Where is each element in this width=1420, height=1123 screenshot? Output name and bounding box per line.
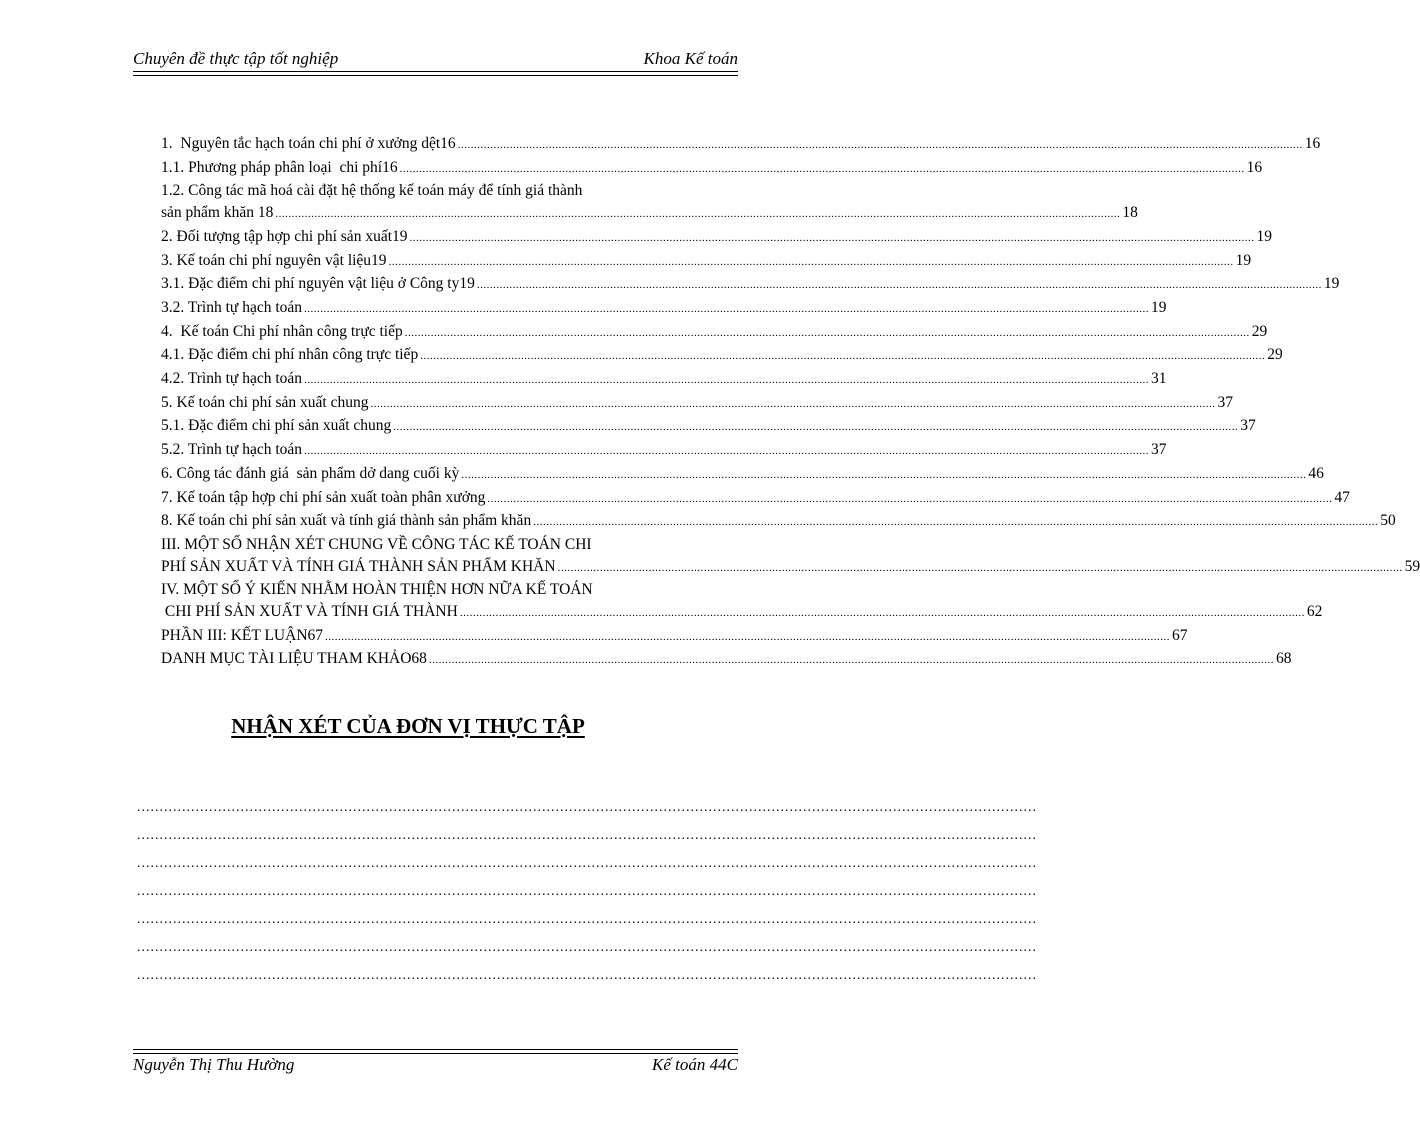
- toc-page-number: 16: [1304, 135, 1321, 152]
- toc-page-number: 37: [1240, 417, 1256, 435]
- toc-page-number: 19: [1151, 298, 1167, 316]
- toc-entry-label: 4.2. Trình tự hạch toán: [161, 370, 303, 388]
- toc-entry: [161, 344, 1283, 368]
- toc-page-number: 29: [1251, 322, 1268, 340]
- toc-entry: [161, 157, 1263, 181]
- toc-entry-label: 3. Kế toán chi phí nguyên vật liệu19: [161, 251, 387, 269]
- toc-leader-dots: ....................................................................................................................................................................................................................................................................: [304, 374, 1150, 387]
- dotted-line: ........................................................................................................................................................................................................: [137, 856, 1037, 871]
- toc-entry-label: 7. Kế toán tập hợp chi phí sản xuất toàn phân xưởng: [161, 488, 486, 506]
- toc-page-number: 50: [1380, 512, 1396, 530]
- header-left: Chuyên đề thực tập tốt nghiệp: [133, 49, 339, 68]
- toc-entry-label: 8. Kế toán chi phí sản xuất và tính giá thành sản phẩm khăn: [161, 512, 532, 530]
- toc-page-number: 59: [1404, 557, 1420, 575]
- footer-left: Nguyễn Thị Thu Hường: [133, 1055, 295, 1074]
- toc-page-number: 62: [1306, 603, 1323, 621]
- toc-page-number: 68: [1275, 650, 1292, 668]
- toc-entry: [161, 297, 1167, 321]
- toc-page-number: 19: [1256, 227, 1273, 245]
- toc-page-number: 31: [1151, 370, 1167, 388]
- page-footer: [133, 1055, 738, 1075]
- page-header: [133, 49, 738, 69]
- toc-leader-dots: ....................................................................................................................................................................................................................................................................: [533, 516, 1379, 529]
- toc-entry-label: 4.1. Đặc điểm chi phí nhân công trực tiếp: [161, 346, 419, 364]
- toc-entry-label-line1: IV. MỘT SỐ Ý KIẾN NHẰM HOÀN THIỆN HƠN NỮA KẾ TOÁN: [161, 581, 593, 599]
- toc-entry-label: sản phẩm khăn 18: [161, 204, 274, 222]
- toc-entry: [161, 392, 1233, 416]
- toc-page-number: 19: [1323, 275, 1340, 293]
- toc-entry-label: 3.2. Trình tự hạch toán: [161, 298, 303, 316]
- section-title: NHẬN XÉT CỦA ĐƠN VỊ THỰC TẬP: [231, 714, 585, 738]
- toc-leader-dots: ....................................................................................................................................................................................................................................................................: [428, 654, 1274, 667]
- toc-leader-dots: ....................................................................................................................................................................................................................................................................: [461, 468, 1307, 481]
- toc-entry: [161, 415, 1256, 439]
- toc-leader-dots: ....................................................................................................................................................................................................................................................................: [487, 492, 1333, 505]
- toc-leader-dots: ....................................................................................................................................................................................................................................................................: [457, 139, 1303, 151]
- toc-page-number: 19: [1235, 251, 1252, 269]
- toc-entry: [161, 321, 1268, 345]
- toc-leader-dots: ....................................................................................................................................................................................................................................................................: [304, 445, 1150, 458]
- toc-entry-label: 6. Công tác đánh giá sản phẩm dở dang cuối kỳ: [161, 464, 460, 482]
- footer-rule: [133, 1049, 738, 1054]
- toc-entry-label: 5. Kế toán chi phí sản xuất chung: [161, 393, 369, 411]
- toc-leader-dots: ....................................................................................................................................................................................................................................................................: [459, 607, 1305, 620]
- toc-entry-label: DANH MỤC TÀI LIỆU THAM KHẢO68: [161, 650, 427, 668]
- header-rule: [133, 71, 738, 76]
- toc-entry: [161, 180, 1138, 225]
- toc-leader-dots: ....................................................................................................................................................................................................................................................................: [325, 630, 1171, 643]
- toc-leader-dots: ....................................................................................................................................................................................................................................................................: [404, 326, 1250, 339]
- toc-page-number: 46: [1308, 464, 1324, 482]
- header-right: Khoa Kế toán: [643, 49, 738, 68]
- dotted-line: ........................................................................................................................................................................................................: [137, 828, 1037, 843]
- toc-entry-label: PHÍ SẢN XUẤT VÀ TÍNH GIÁ THÀNH SẢN PHẨM KHĂN: [161, 557, 556, 575]
- toc-leader-dots: ....................................................................................................................................................................................................................................................................: [409, 231, 1255, 244]
- toc-entry: [161, 226, 1273, 250]
- toc-entry-label: 4. Kế toán Chi phí nhân công trực tiếp: [161, 322, 403, 340]
- toc-entry-label-line1: 1.2. Công tác mã hoá cài đặt hệ thống kế toán máy để tính giá thành: [161, 182, 583, 200]
- toc-entry: [161, 439, 1167, 463]
- comment-lines: [137, 800, 1037, 996]
- toc-entry-label: 1. Nguyên tắc hạch toán chi phí ở xưởng dệt16: [161, 135, 456, 152]
- dotted-line: ........................................................................................................................................................................................................: [137, 912, 1037, 927]
- dotted-line: ........................................................................................................................................................................................................: [137, 800, 1037, 815]
- toc-entry: [161, 648, 1292, 672]
- toc-page-number: 37: [1151, 441, 1167, 459]
- toc-leader-dots: ....................................................................................................................................................................................................................................................................: [476, 279, 1322, 292]
- toc-page-number: 47: [1334, 488, 1350, 506]
- toc-entry-label: 5.1. Đặc điểm chi phí sản xuất chung: [161, 417, 392, 435]
- toc-entry: [161, 534, 1420, 579]
- toc-entry-label: 3.1. Đặc điểm chi phí nguyên vật liệu ở Công ty19: [161, 275, 475, 293]
- toc-leader-dots: ....................................................................................................................................................................................................................................................................: [370, 397, 1216, 410]
- toc-entry: [161, 510, 1396, 534]
- toc-leader-dots: ....................................................................................................................................................................................................................................................................: [388, 255, 1234, 268]
- toc-page-number: 18: [1122, 204, 1138, 222]
- toc-entry: [161, 625, 1188, 649]
- dotted-line: ........................................................................................................................................................................................................: [137, 940, 1037, 955]
- toc-leader-dots: ....................................................................................................................................................................................................................................................................: [393, 421, 1239, 434]
- toc-leader-dots: ....................................................................................................................................................................................................................................................................: [304, 302, 1150, 315]
- toc-entry: [161, 133, 1321, 157]
- toc-page-number: 37: [1217, 393, 1233, 411]
- footer-right: Kế toán 44C: [652, 1055, 738, 1074]
- toc-entry-label: 1.1. Phương pháp phân loại chi phí16: [161, 158, 398, 176]
- toc-entry: [161, 579, 1323, 624]
- toc-entry: [161, 273, 1340, 297]
- toc-leader-dots: ....................................................................................................................................................................................................................................................................: [557, 561, 1403, 574]
- toc-entry-label: 5.2. Trình tự hạch toán: [161, 441, 303, 459]
- toc-entry-label: 2. Đối tượng tập hợp chi phí sản xuất19: [161, 227, 408, 245]
- toc-entry-label-line1: III. MỘT SỐ NHẬN XÉT CHUNG VỀ CÔNG TÁC KẾ TOÁN CHI: [161, 535, 592, 553]
- dotted-line: ........................................................................................................................................................................................................: [137, 968, 1037, 983]
- toc-entry: [161, 487, 1350, 511]
- toc-leader-dots: ....................................................................................................................................................................................................................................................................: [420, 350, 1266, 363]
- toc-entry: [161, 368, 1167, 392]
- toc-page-number: 67: [1172, 626, 1188, 644]
- dotted-line: ........................................................................................................................................................................................................: [137, 884, 1037, 899]
- toc-leader-dots: ....................................................................................................................................................................................................................................................................: [275, 208, 1121, 221]
- toc-page-number: 29: [1267, 346, 1283, 364]
- table-of-contents: [161, 133, 1420, 672]
- toc-entry-label: PHẦN III: KẾT LUẬN67: [161, 626, 324, 644]
- toc-entry-label: CHI PHÍ SẢN XUẤT VÀ TÍNH GIÁ THÀNH: [161, 603, 458, 621]
- toc-entry: [161, 250, 1252, 274]
- toc-leader-dots: ....................................................................................................................................................................................................................................................................: [399, 162, 1245, 175]
- toc-entry: [161, 463, 1324, 487]
- toc-page-number: 16: [1246, 158, 1263, 176]
